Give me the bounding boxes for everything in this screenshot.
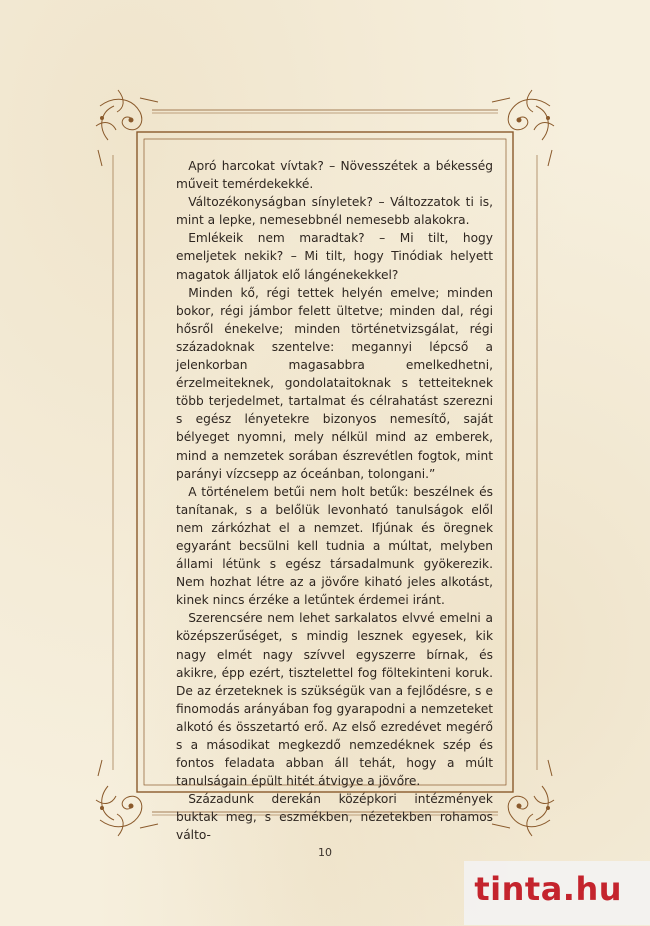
paragraph: Apró harcokat vívtak? – Növesszétek a békesség műveit temérdekekké.	[176, 159, 493, 192]
paragraph: Emlékeik nem maradtak? – Mi tilt, hogy emeljetek nekik? – Mi tilt, hogy Tinódiak helyett magatok álljatok elő lángénekekkel?	[176, 231, 493, 282]
body-text	[176, 157, 493, 845]
corner-ornament-top-left	[96, 90, 158, 166]
page-number: 10	[318, 846, 332, 859]
corner-ornament-bottom-left	[96, 760, 158, 836]
paragraph: Minden kő, régi tettek helyén emelve; minden bokor, régi jámbor felett ültetve; minden dal, régi hősről énekelve; minden történetvizsgálat, régi századoknak szentelve: megannyi lépcső a jelenkorban magasabbra emelkedhetni, érzelmeiteknek, gondolataitoknak s tetteiteknek több terjedelmet, tartalmat és célrahatást szerezni s egész lényetekre bizonyos nemesítő, saját bélyeget nyomni, mely nélkül mind az emberek, mind a nemzetek sorában észrevétlen fogtok, mint parányi vízcsepp az óceánban, tolongani.”	[176, 285, 493, 481]
corner-ornament-top-right	[492, 90, 554, 166]
watermark-logo: tinta.hu	[474, 870, 622, 908]
paragraph: Századunk derekán középkori intézmények buktak meg, s eszmékben, nézetekben rohamos válto-	[176, 792, 493, 843]
paragraph: Változékonyságban sínyletek? – Változzatok ti is, mint a lepke, nemesebbnél nemesebb alakokra.	[176, 195, 493, 228]
corner-ornament-bottom-right	[492, 760, 554, 836]
paragraph: A történelem betűi nem holt betűk: beszélnek és tanítanak, s a belőlük levonható tanulságok elől nem zárkózhat el a nemzet. Ifjúnak és öregnek egyaránt becsülni kell tudnia a múltat, melyben állami létünk s egész társadalmunk gyökerezik. Nem hozhat létre az a jövőre kiható jeles alkotást, kinek nincs érzéke a letűntek érdemei iránt.	[176, 484, 493, 608]
paragraph: Szerencsére nem lehet sarkalatos elvvé emelni a középszerűséget, s mindig lesznek egyesek, kik nagy elmét nagy szívvel egyszerre bírnak, és akikre, épp ezért, tisztelettel fog föltekinteni koruk. De az érzeteknek is szükségük van a fejlődésre, s e finomodás arányában fog gyarapodni a nemzeteket alkotó és összetartó erő. Az első ezredévet megérő s a másodikat megkezdő nemzedéknek szép és fontos feladata abban áll tehát, hogy a múlt tanulságain épült hitét átvigye a jövőre.	[176, 611, 493, 789]
